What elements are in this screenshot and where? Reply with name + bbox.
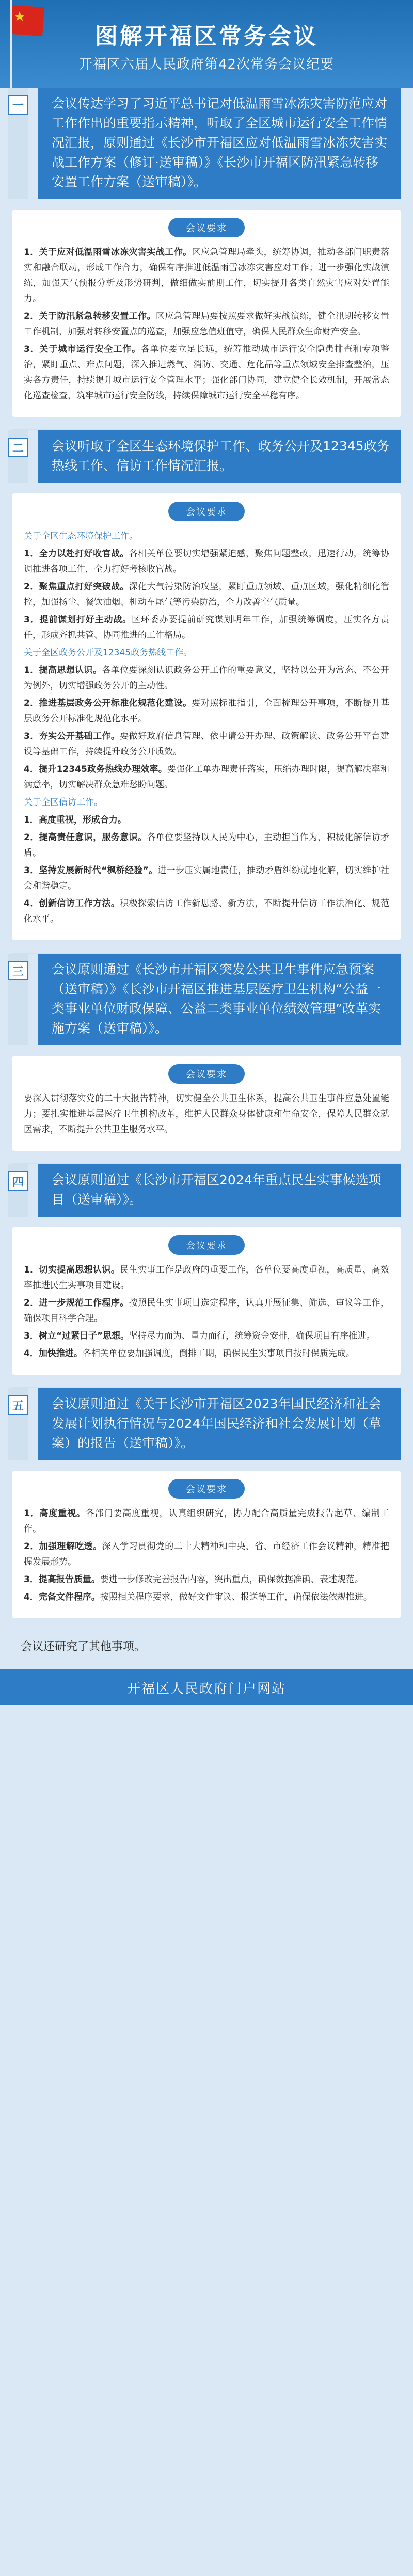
topic-row (0, 1164, 413, 1217)
group-subheading: 关于全区生态环境保护工作。 (24, 531, 138, 541)
requirements-card (12, 210, 401, 417)
paragraph-lead: 3．坚持发展新时代“枫桥经验”。 (24, 865, 158, 876)
paragraph-lead: 1．提高思想认识。 (24, 665, 102, 675)
detail-paragraph (24, 1506, 389, 1537)
meeting-item (0, 954, 413, 1151)
detail-paragraph (24, 1328, 389, 1344)
paragraph-text: 区应急管理局要按照要求做好实战演练，健全汛期转移安置工作机制，加强对转移安置点的巡查，加强应急值班值守，确保人民群众生命财产安全。 (24, 311, 390, 337)
requirements-label: 会议要求 (168, 1064, 245, 1084)
meeting-item (0, 88, 413, 417)
detail-paragraph (24, 309, 389, 340)
paragraph-text: 各相关单位要加强调度，倒排工期，确保民生实事项目按时保质完成。 (82, 1348, 355, 1359)
paragraph-text: 进一步压实属地责任，推动矛盾纠纷就地化解，切实维护社会和谐稳定。 (24, 865, 389, 891)
paragraph-lead: 2．聚焦重点打好突破战。 (24, 582, 129, 592)
group-subheading: 关于全区政务公开及12345政务热线工作。 (24, 648, 193, 658)
item-number-badge: 二 (8, 438, 28, 457)
topic-row (0, 954, 413, 1045)
sections-container (0, 88, 413, 1618)
paragraph-text: 各单位要立足长远，统筹推动城市运行安全隐患排查和专项整治，紧盯重点、难点问题，深入推进燃气、消防、交通、危化品等重点领域安全排查整治，压实各方责任，持续提升城市运行安全管理水平；强化部门协同，建立健全长效机制，开展常态化巡查检查，筑牢城市运行安全防线，持续保障城市运行安全平稳有序。 (24, 344, 390, 401)
paragraph-text: 要对照标准指引，全面梳理公开事项，不断提升基层政务公开标准化规范化水平。 (24, 698, 390, 724)
paragraph-lead: 1．关于应对低温雨雪冰冻灾害实战工作。 (24, 247, 192, 257)
paragraph-lead: 4．完备文件程序。 (24, 1592, 100, 1602)
topic-row (0, 88, 413, 199)
paragraph-text: 深化大气污染防治攻坚，紧盯重点领域、重点区域，强化精细化管控，加强扬尘、餐饮油烟、机动车尾气等污染防治，全力改善空气质量。 (24, 582, 390, 607)
detail-paragraph (24, 1262, 389, 1293)
detail-paragraph (24, 612, 389, 643)
card-header (24, 1064, 389, 1084)
paragraph-lead: 1．高度重视。 (24, 1508, 86, 1519)
paragraph-text: 区应急管理局牵头，统筹协调，推动各部门职责落实和融合联动，形成工作合力，确保有序推进低温雨雪冰冻灾害应对工作；进一步强化实战演练，加强天气预报分析及形势研判，做细做实前期工作，切实提升各类自然灾害应对处置能力。 (24, 247, 390, 304)
paragraph-text: 各单位要坚持以人民为中心，主动担当作为，积极化解信访矛盾。 (24, 832, 390, 858)
card-header (24, 218, 389, 237)
page-title: 图解开福区常务会议 (95, 23, 318, 50)
paragraph-lead: 4．提升12345政务热线办理效率。 (24, 764, 167, 775)
paragraph-text: 坚持尽力而为、量力而行，统筹资金安排，确保项目有序推进。 (129, 1331, 375, 1341)
card-header (24, 1235, 389, 1255)
header-banner (0, 0, 413, 88)
paragraph-lead: 3．提高报告质量。 (24, 1574, 100, 1585)
meeting-item (0, 1388, 413, 1618)
page-subtitle: 开福区六届人民政府第42次常务会议纪要 (78, 57, 335, 72)
topic-row (0, 430, 413, 483)
paragraph-lead: 3．提前谋划打好主动战。 (24, 615, 132, 625)
requirements-label: 会议要求 (168, 1235, 245, 1255)
meeting-item (0, 430, 413, 940)
requirements-label: 会议要求 (168, 218, 245, 237)
paragraph-lead: 1．切实提高思想认识。 (24, 1265, 120, 1275)
detail-paragraph (24, 546, 389, 577)
paragraph-text: 民生实事工作是政府的重要工作，各单位要高度重视，高质量、高效率推进民生实事项目建设。 (24, 1265, 389, 1291)
item-number-badge: 三 (8, 961, 28, 980)
detail-paragraph (24, 1539, 389, 1570)
paragraph-text: 积极探索信访工作新思路、新方法，不断提升信访工作法治化、规范化水平。 (24, 898, 389, 924)
paragraph-text: 各部门要高度重视，认真组织研究，协力配合高质量完成报告起草、编制工作。 (24, 1508, 389, 1534)
paragraph-lead: 1．全力以赴打好收官战。 (24, 549, 129, 559)
paragraph-lead: 3．夯实公开基础工作。 (24, 731, 120, 742)
detail-paragraph (24, 1091, 389, 1137)
detail-paragraph (24, 663, 389, 694)
paragraph-lead: 2．推进基层政务公开标准化规范化建设。 (24, 698, 192, 709)
card-header (24, 502, 389, 521)
item-number-badge: 四 (8, 1171, 28, 1191)
detail-paragraph (24, 696, 389, 727)
detail-paragraph (24, 1295, 389, 1326)
requirements-card (12, 1227, 401, 1375)
detail-paragraph (24, 729, 389, 760)
detail-paragraph (24, 812, 389, 828)
paragraph-lead: 2．提高责任意识，服务意识。 (24, 832, 147, 843)
paragraph-lead: 3．树立“过紧日子”思想。 (24, 1331, 130, 1341)
item-topic: 会议原则通过《关于长沙市开福区2023年国民经济和社会发展计划执行情况与2024年国民经济和社会发展计划（草案）的报告（送审稿）》。 (38, 1388, 401, 1460)
closing-text: 会议还研究了其他事项。 (21, 1640, 146, 1653)
paragraph-text: 各单位要深刻认识政务公开工作的重要意义，坚持以公开为常态、不公开为例外，切实增强政务公开的主动性。 (24, 665, 389, 691)
paragraph-lead: 4．加快推进。 (24, 1348, 83, 1359)
paragraph-text: 要做好政府信息管理、依申请公开办理、政策解读、政务公开平台建设等基础工作，持续提升政务公开质效。 (24, 731, 389, 757)
footer[interactable]: 开福区人民政府门户网站 (0, 1669, 413, 1705)
paragraph-text: 深入学习贯彻党的二十大精神和中央、省、市经济工作会议精神，精准把握发展形势。 (24, 1541, 389, 1567)
paragraph-text: 区环委办要提前研究谋划明年工作，加强统筹调度，压实各方责任，形成齐抓共管、协同推进的工作格局。 (24, 615, 390, 640)
paragraph-lead: 2．进一步规范工作程序。 (24, 1298, 129, 1308)
detail-paragraph (24, 579, 389, 610)
paragraph-lead: 2．加强理解吃透。 (24, 1541, 102, 1552)
item-number-badge: 五 (8, 1395, 28, 1415)
paragraph-text: 各相关单位要切实增强紧迫感，聚焦问题整改，迅速行动，统筹协调推进各项工作，全力打好考核收官战。 (24, 549, 390, 574)
item-topic: 会议听取了全区生态环境保护工作、政务公开及12345政务热线工作、信访工作情况汇报。 (38, 430, 401, 483)
detail-paragraph (24, 1346, 389, 1361)
requirements-label: 会议要求 (168, 1479, 245, 1499)
requirements-card (12, 493, 401, 940)
paragraph-text: 按照相关程序要求，做好文件审议、报送等工作，确保依法依规推进。 (100, 1592, 372, 1602)
detail-paragraph (24, 1572, 389, 1587)
paragraph-text: 要深入贯彻落实党的二十大报告精神，切实健全公共卫生体系，提高公共卫生事件应急处置能力；要扎实推进基层医疗卫生机构改革，维护人民群众身体健康和生命安全，保障人民群众就医需求，不断提升公共卫生服务水平。 (24, 1093, 389, 1135)
paragraph-lead: 4．创新信访工作方法。 (24, 898, 120, 909)
card-header (24, 1479, 389, 1499)
item-topic: 会议传达学习了习近平总书记对低温雨雪冰冻灾害防范应对工作作出的重要指示精神，听取了全区城市运行安全工作情况汇报，原则通过《长沙市开福区应对低温雨雪冰冻灾害实战工作方案（修订·送审稿）》《长沙市开福区防汛紧急转移安置工作方案（送审稿）》。 (38, 88, 401, 199)
item-topic: 会议原则通过《长沙市开福区突发公共卫生事件应急预案（送审稿）》《长沙市开福区推进基层医疗卫生机构“公益一类事业单位财政保障、公益二类事业单位绩效管理”改革实施方案（送审稿）》。 (38, 954, 401, 1045)
requirements-card (12, 1056, 401, 1151)
requirements-card (12, 1471, 401, 1618)
detail-paragraph (24, 245, 389, 307)
detail-paragraph (24, 762, 389, 793)
paragraph-lead: 2．关于防汛紧急转移安置工作。 (24, 311, 156, 321)
requirements-label: 会议要求 (168, 502, 245, 521)
paragraph-text: 要进一步修改完善报告内容，突出重点，确保数据准确、表述规范。 (100, 1574, 363, 1585)
group-subheading: 关于全区信访工作。 (24, 797, 103, 808)
detail-paragraph (24, 896, 389, 927)
paragraph-lead: 3．关于城市运行安全工作。 (24, 344, 141, 355)
item-topic: 会议原则通过《长沙市开福区2024年重点民生实事候选项目（送审稿）》。 (38, 1164, 401, 1217)
paragraph-lead: 1．高度重视，形成合力。 (24, 815, 126, 825)
paragraph-text: 按照民生实事项目选定程序，认真开展征集、筛选、审议等工作，确保项目科学合理。 (24, 1298, 390, 1324)
detail-paragraph (24, 1589, 389, 1605)
topic-row (0, 1388, 413, 1460)
detail-paragraph (24, 830, 389, 861)
meeting-item (0, 1164, 413, 1375)
detail-paragraph (24, 863, 389, 894)
item-number-badge: 一 (8, 95, 28, 115)
detail-paragraph (24, 342, 389, 404)
paragraph-text: 要强化工单办理责任落实，压缩办理时限，提高解决率和满意率，切实解决群众急难愁盼问题。 (24, 764, 389, 790)
